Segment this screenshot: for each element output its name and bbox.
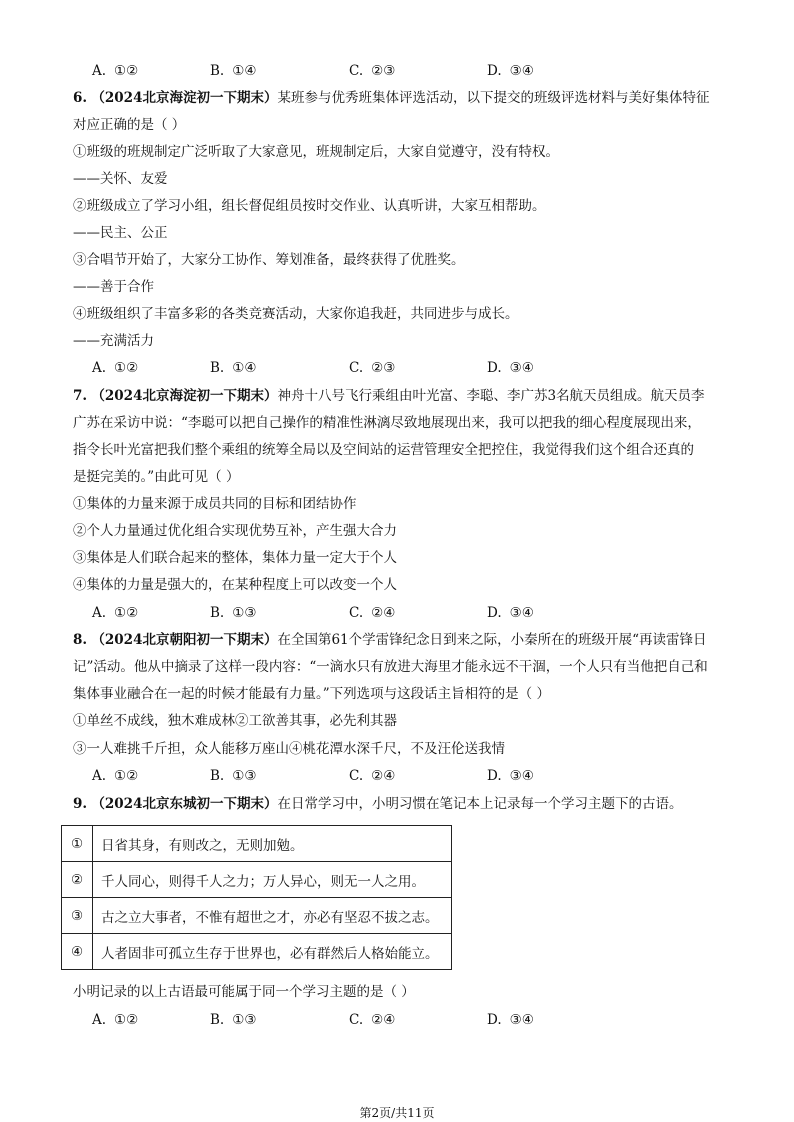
row-number: ③ — [62, 898, 93, 934]
option-b[interactable]: B. ①④ — [210, 360, 257, 376]
q8-stem-line-2: 记”活动。他从中摘录了这样一段内容：“一滴水只有放进大海里才能永远不干涸，一个人只有当他把自己和 — [73, 659, 708, 675]
option-c[interactable]: C. ②④ — [349, 1012, 396, 1028]
quotes-table — [61, 825, 452, 970]
quote-cell: 千人同心，则得千人之力；万人异心，则无一人之用。 — [93, 862, 452, 898]
option-a[interactable]: A. ①② — [92, 605, 139, 621]
q7-stem-line-2: 广苏在采访中说：“李聪可以把自己操作的精准性淋漓尽致地展现出来，我可以把我的细心程度展现出来， — [73, 415, 701, 431]
option-d[interactable]: D. ③④ — [487, 768, 534, 784]
option-a[interactable]: A. ①② — [92, 360, 139, 376]
option-c[interactable]: C. ②③ — [349, 63, 396, 79]
table-row — [62, 862, 452, 898]
q8-stem-line-1: 8. （2024北京朝阳初一下期末）在全国第61个学雷锋纪念日到来之际，小秦所在的班级开展“再读雷锋日 — [73, 632, 707, 648]
q7-item: ③集体是人们联合起来的整体，集体力量一定大于个人 — [73, 550, 397, 566]
option-b[interactable]: B. ①③ — [210, 605, 257, 621]
q7-item: ④集体的力量是强大的，在某种程度上可以改变一个人 — [73, 577, 397, 593]
option-a[interactable]: A. ①② — [92, 1012, 139, 1028]
q6-item: ——充满活力 — [73, 333, 154, 349]
quote-cell: 古之立大事者，不惟有超世之才，亦必有坚忍不拔之志。 — [93, 898, 452, 934]
table-row — [62, 934, 452, 970]
quote-cell: 人者固非可孤立生存于世界也，必有群然后人格始能立。 — [93, 934, 452, 970]
row-number: ② — [62, 862, 93, 898]
option-c[interactable]: C. ②③ — [349, 360, 396, 376]
q7-item: ②个人力量通过优化组合实现优势互补，产生强大合力 — [73, 523, 397, 539]
option-d[interactable]: D. ③④ — [487, 1012, 534, 1028]
table-row — [62, 826, 452, 862]
q6-stem-line-2: 对应正确的是（ ） — [73, 117, 186, 133]
option-c[interactable]: C. ②④ — [349, 768, 396, 784]
table-row — [62, 898, 452, 934]
q6-item: ④班级组织了丰富多彩的各类竞赛活动，大家你追我赶，共同进步与成长。 — [73, 306, 519, 322]
option-a[interactable]: A. ①② — [92, 63, 139, 79]
q6-item: ①班级的班规制定广泛听取了大家意见，班规制定后，大家自觉遵守，没有特权。 — [73, 144, 559, 160]
q6-item: ——民主、公正 — [73, 225, 168, 241]
option-a[interactable]: A. ①② — [92, 768, 139, 784]
option-b[interactable]: B. ①④ — [210, 63, 257, 79]
q6-item: ③合唱节开始了，大家分工协作、筹划准备，最终获得了优胜奖。 — [73, 252, 465, 268]
option-d[interactable]: D. ③④ — [487, 63, 534, 79]
q7-stem-line-3: 指令长叶光富把我们整个乘组的统筹全局以及空间站的运营管理安全把控住，我觉得我们这个组合还真的 — [73, 442, 694, 458]
row-number: ④ — [62, 934, 93, 970]
q8-item: ①单丝不成线，独木难成林②工欲善其事，必先利其器 — [73, 713, 397, 729]
q7-stem-line-4: 是挺完美的。”由此可见（ ） — [73, 469, 240, 485]
q6-item: ②班级成立了学习小组，组长督促组员按时交作业、认真听讲，大家互相帮助。 — [73, 198, 546, 214]
option-c[interactable]: C. ②④ — [349, 605, 396, 621]
q6-item: ——关怀、友爱 — [73, 171, 168, 187]
q9-question-line: 小明记录的以上古语最可能属于同一个学习主题的是（ ） — [73, 984, 415, 1000]
q8-stem-line-3: 集体事业融合在一起的时候才能最有力量。”下列选项与这段话主旨相符的是（ ） — [73, 686, 550, 702]
row-number: ① — [62, 826, 93, 862]
q9-stem-line-1: 9. （2024北京东城初一下期末）在日常学习中，小明习惯在笔记本上记录每一个学习主题下的古语。 — [73, 796, 683, 812]
option-d[interactable]: D. ③④ — [487, 605, 534, 621]
q7-stem-line-1: 7. （2024北京海淀初一下期末）神舟十八号飞行乘组由叶光富、李聪、李广苏3名航天员组成。航天员李 — [73, 388, 705, 404]
q7-item: ①集体的力量来源于成员共同的目标和团结协作 — [73, 496, 357, 512]
option-b[interactable]: B. ①③ — [210, 1012, 257, 1028]
q6-stem-line-1: 6. （2024北京海淀初一下期末）某班参与优秀班集体评选活动，以下提交的班级评选材料与美好集体特征 — [73, 90, 710, 106]
quote-cell: 日省其身，有则改之，无则加勉。 — [93, 826, 452, 862]
option-b[interactable]: B. ①③ — [210, 768, 257, 784]
page-footer: 第2页/共11页 — [359, 1106, 435, 1120]
q8-item: ③一人难挑千斤担，众人能移万座山④桃花潭水深千尺，不及汪伦送我情 — [73, 741, 505, 757]
q6-item: ——善于合作 — [73, 279, 154, 295]
option-d[interactable]: D. ③④ — [487, 360, 534, 376]
